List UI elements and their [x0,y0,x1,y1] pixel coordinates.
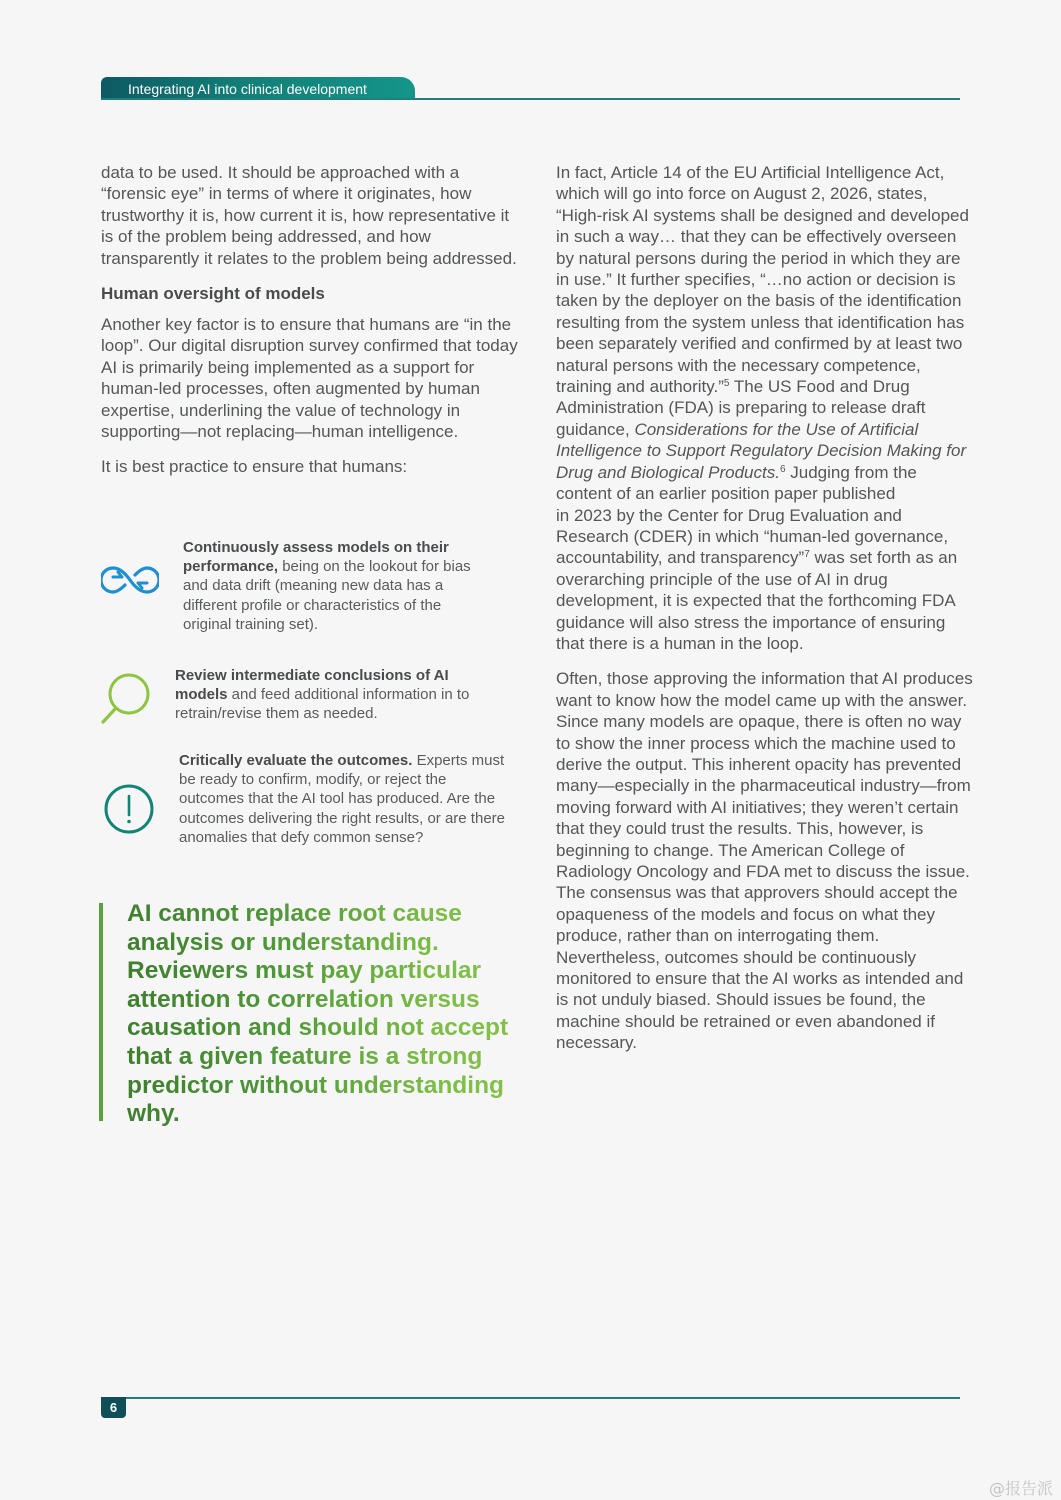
exclamation-circle-icon [103,783,155,840]
section-title: Integrating AI into clinical development [128,81,367,97]
section-header-tab [101,77,415,100]
text-run: Judging from the content of an earlier position paper published [556,462,917,504]
bullet-body: Experts must be ready to confirm, modify, or reject the outcomes that the AI tool has produced. Are the outcomes delivering the right results, or are there anomalies that defy common sense? [179,752,505,846]
footnote-ref: 6 [779,463,786,475]
text-run: was set forth as an overarching principle of the use of AI in drug development, it is expected that the forthcoming FDA guidance will also stress the importance of ensuring that there is a human in the loop. [556,548,958,653]
footnote-ref: 5 [723,378,730,390]
paragraph: Another key factor is to ensure that humans are “in the loop”. Our digital disruption survey confirmed that today AI is primarily being implemented as a support for human-led processes, often augmented by human expertise, underlining the value of technology in supporting—not replacing—human intelligence. [101,315,518,442]
document-title-italic: Considerations for the Use of Artificial Intelligence to Support Regulatory Decision Making for Drug and Biological Products. [556,419,967,482]
bullet-body: and feed additional information in to retrain/revise them as needed. [175,686,470,723]
text-run: The US Food and Drug Administration (FDA) is preparing to release draft guidance, [556,377,926,439]
bullet-bold-lead: Review intermediate conclusions of AI models [175,667,449,704]
footnote-ref: 7 [804,549,810,561]
infinity-loop-icon [101,560,159,605]
pull-quote-text: AI cannot replace root cause analysis or understanding. Reviewers must pay particular attention to correlation versus causation and should not accept that a given feature is a strong predictor without understanding why. [127,900,537,1129]
pull-quote [99,900,533,1128]
bullet-item [101,666,521,726]
page-number: 6 [101,1397,126,1418]
bullet-bold-lead: Continuously assess models on their performance, [183,539,449,576]
bullet-text [175,666,505,724]
header-divider [101,98,960,100]
section-heading: Human oversight of models [101,284,325,304]
watermark: @报告派 [988,1479,1053,1498]
bullet-text [183,538,493,634]
bullet-item [101,538,521,638]
text-run: in 2023 by the Center for Drug Evaluation and Research (CDER) in which “human-led governance, accountability, and transparency” [556,505,949,568]
footer-divider [101,1397,960,1399]
bullet-item [101,751,521,871]
paragraph [556,162,976,654]
right-column [556,162,976,1068]
text-run: In fact, Article 14 of the EU Artificial Intelligence Act, which will go into force on August 2, 2026, states, “High-risk AI systems shall be designed and developed in such a way… that they can be effectively overseen by natural persons during the period in which they are in use.” It further specifies, “…no action or decision is taken by the deployer on the basis of the identification resulting from the system unless that identification has been separately verified and confirmed by at least two natural persons with the necessary competence, training and authority.” [556,163,969,397]
bullet-bold-lead: Critically evaluate the outcomes. [179,752,413,769]
paragraph: data to be used. It should be approached with a “forensic eye” in terms of where it originates, how trustworthy it is, how current it is, how representative it is of the problem being addressed, and how transparently it relates to the problem being addressed. [101,163,517,268]
bullet-text [179,751,514,847]
left-column [101,162,521,492]
magnifier-icon [101,670,153,731]
bullet-body: being on the lookout for bias and data drift (meaning new data has a different profile or characteristics of the original training set). [183,558,471,633]
paragraph: Often, those approving the information that AI produces want to know how the model came up with the answer. Since many models are opaque, there is often no way to show the inner process which the machine used to derive the output. This inherent opacity has prevented many—especially in the pharmaceutical industry—from moving forward with AI initiatives; they weren’t certain that they could trust the results. This, however, is beginning to change. The American College of Radiology Oncology and FDA met to discuss the issue. The consensus was that approvers should accept the opaqueness of the models and focus on what they produce, rather than on interrogating them. Nevertheless, outcomes should be continuously monitored to ensure that the AI works as intended and is not unduly biased. Should issues be found, the machine should be retrained or even abandoned if necessary. [556,669,973,1053]
paragraph: It is best practice to ensure that humans: [101,457,408,477]
